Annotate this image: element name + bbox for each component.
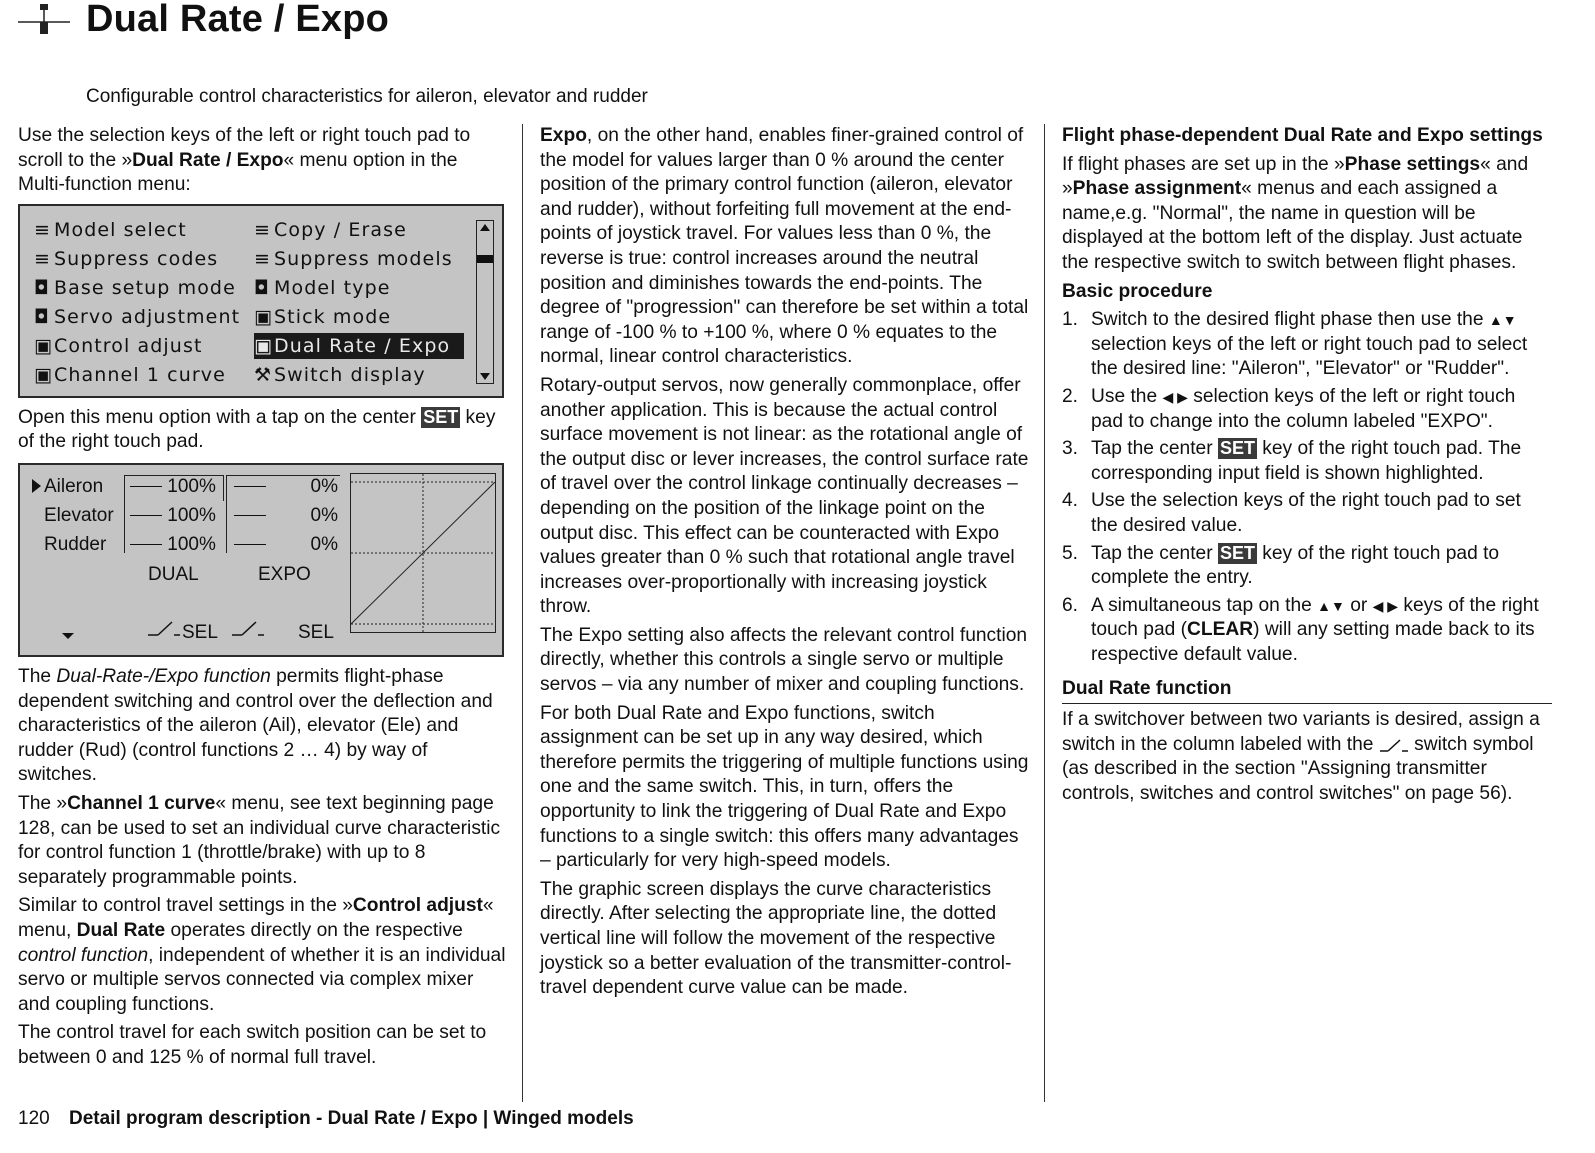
menu-item-control-adjust[interactable]: ▣Control adjust	[34, 334, 203, 358]
column-divider	[522, 124, 523, 1102]
list-item: 3. Tap the center SET key of the right touch pad. The corresponding input field is shown highlighted.	[1062, 438, 1522, 484]
section-heading: Flight phase-dependent Dual Rate and Expo settings	[1062, 125, 1543, 146]
list-icon: ≡	[254, 248, 272, 271]
paragraph: Open this menu option with a tap on the center SET key of the right touch pad.	[18, 406, 496, 453]
menu-item-suppress-codes[interactable]: ≡ Suppress codes	[34, 247, 219, 271]
curve-graph	[350, 473, 496, 633]
paragraph: If flight phases are set up in the »Phase settings« and »Phase assignment« menus and each assigned a name,e.g. "Normal", the name in question will be displayed at the bottom left of the display. Just actuate the respective switch to switch between flight phases.	[1062, 153, 1529, 273]
list-icon: ≡	[34, 219, 52, 242]
scroll-down-icon[interactable]	[480, 373, 490, 380]
set-key: SET	[1219, 542, 1255, 563]
menu-item-stick-mode[interactable]: ▣Stick mode	[254, 305, 392, 329]
dual-value-aileron[interactable]: 100%	[130, 475, 220, 499]
scroll-up-icon[interactable]	[480, 224, 490, 231]
list-item: 2. Use the ◀ ▶ selection keys of the left or right touch pad to change into the column labeled "EXPO".	[1062, 385, 1516, 432]
page-title: Dual Rate / Expo	[86, 0, 390, 40]
list-item: 5. Tap the center SET key of the right touch pad to complete the entry.	[1062, 542, 1500, 589]
column-2	[540, 124, 1032, 1005]
list-icon: ≡	[34, 248, 52, 271]
row-label-elevator[interactable]: Elevator	[44, 504, 114, 526]
list-item: 4. Use the selection keys of the right touch pad to set the desired value.	[1062, 490, 1521, 536]
control-stick-icon	[18, 4, 70, 38]
menu-item-model-select[interactable]: ≡ Model select	[34, 218, 187, 242]
dual-switch-sel[interactable]: SEL	[182, 621, 218, 643]
page-footer	[18, 1108, 634, 1130]
switch-icon: ⚒	[254, 364, 273, 387]
row-label-rudder[interactable]: Rudder	[44, 533, 107, 555]
scrollbar[interactable]	[476, 220, 494, 384]
frame-icon: ▣	[254, 335, 274, 358]
paragraph: Expo, on the other hand, enables finer-grained control of the model for values larger than 0 % around the center position of the primary control function (aileron, elevator and rudder), without forfeiting full movement at the end-points of joystick travel. For values less than 0 %, the reverse is true: control increases around the neutral position and diminishes towards the end-points. The degree of "progression" can therefore be set within a total range of -100 % to +100 %, where 0 % equates to the normal, linear control characteristics.	[540, 125, 1029, 368]
column-3	[1062, 124, 1552, 810]
paragraph: The Expo setting also affects the relevant control function directly, whether this controls a single servo or multiple servos – via any number of mixer and coupling functions.	[540, 624, 1028, 696]
row-label-aileron[interactable]: Aileron	[44, 475, 104, 497]
switch-symbol-icon[interactable]	[146, 619, 182, 637]
expo-value-aileron[interactable]: 0%	[234, 475, 338, 499]
paragraph: Use the selection keys of the left or right touch pad to scroll to the »Dual Rate / Expo« menu option in the Multi-function menu:	[18, 125, 471, 196]
frame-icon: ▣	[254, 306, 274, 329]
paragraph: Rotary-output servos, now generally commonplace, offer another application. This is because the actual control surface movement is not linear: as the rotational angle of the output disc or lever increases, the control surface rate of travel over the control linkage continually decreases – depending on the position of the linkage point on the output disc. This effect can be counteracted with Expo values greater than 0 % such that rotational angle travel increases over-proportionally with increasing joystick throw.	[540, 374, 1029, 618]
frame-icon: ▣	[34, 335, 54, 358]
set-key: SET	[1219, 438, 1255, 459]
paragraph: The Dual-Rate-/Expo function permits flight-phase dependent switching and control over the deflection and characteristics of the aileron (Ail), elevator (Ele) and rudder (Rud) (control functions 2 … 4) by way of switches.	[18, 665, 493, 786]
phase-down-icon[interactable]	[62, 633, 74, 639]
set-key: SET	[423, 406, 459, 427]
column-1	[18, 124, 508, 1074]
expo-value-rudder[interactable]: 0%	[234, 533, 338, 557]
menu-item-switch-display[interactable]: ⚒Switch display	[254, 363, 426, 387]
section-heading: Dual Rate function	[1062, 677, 1552, 704]
menu-item-copy-erase[interactable]: ≡ Copy / Erase	[254, 218, 407, 242]
model-icon: ◘	[34, 277, 51, 300]
column-separator	[124, 475, 125, 553]
menu-item-model-type[interactable]: ◘ Model type	[254, 276, 391, 300]
expo-switch-sel[interactable]: SEL	[298, 621, 334, 643]
scroll-thumb[interactable]	[477, 255, 493, 263]
menu-item-base-setup[interactable]: ◘ Base setup mode	[34, 276, 236, 300]
left-right-keys-icon: ◀ ▶	[1162, 388, 1188, 405]
paragraph: If a switchover between two variants is desired, assign a switch in the column labeled with the switch symbol (as described in the section "Assigning transmitter controls, switches and control switches" on page 56).	[1062, 709, 1540, 804]
paragraph: For both Dual Rate and Expo functions, switch assignment can be set up in any way desired, which therefore permits the triggering of multiple functions using one and the same switch. This, in turn, offers the opportunity to link the triggering of Dual Rate and Expo functions to a single switch: this offers many advantages – particularly for very high-speed models.	[540, 702, 1029, 872]
menu-item-suppress-models[interactable]: ≡ Suppress models	[254, 247, 453, 271]
page-subtitle: Configurable control characteristics for aileron, elevator and rudder	[86, 86, 648, 107]
menu-screen	[18, 204, 504, 398]
model-icon: ◘	[254, 277, 271, 300]
up-down-keys-icon: ▲▼	[1317, 597, 1345, 614]
dual-column-label: DUAL	[148, 563, 199, 585]
expo-column-label: EXPO	[258, 563, 311, 585]
list-item: 6. A simultaneous tap on the ▲▼ or ◀ ▶ keys of the right touch pad (CLEAR) will any setting made back to its respective default value.	[1062, 594, 1539, 665]
left-right-keys-icon: ◀ ▶	[1372, 597, 1399, 614]
switch-symbol-icon[interactable]	[230, 619, 266, 637]
paragraph: The control travel for each switch position can be set to between 0 and 125 % of normal full travel.	[18, 1022, 487, 1068]
footer-text: Detail program description - Dual Rate / Expo | Winged models	[68, 1108, 634, 1129]
menu-item-dual-rate-expo[interactable]: ▣Dual Rate / Expo	[254, 333, 464, 359]
paragraph: The graphic screen displays the curve characteristics directly. After selecting the appropriate line, the dotted vertical line will follow the movement of the respective joystick so a better evaluation of the transmitter-control-travel dependent curve value can be made.	[540, 878, 1012, 999]
switch-symbol-icon	[1379, 737, 1409, 753]
menu-item-servo-adjustment[interactable]: ◘ Servo adjustment	[34, 305, 241, 329]
list-icon: ≡	[254, 219, 272, 242]
paragraph: The »Channel 1 curve« menu, see text beginning page 128, can be used to set an individual curve characteristic for control function 1 (throttle/brake) with up to 8 separately programmable points.	[18, 792, 501, 888]
page-number: 120	[18, 1108, 50, 1129]
dual-value-rudder[interactable]: 100%	[130, 533, 220, 557]
frame-icon: ▣	[34, 364, 54, 387]
model-icon: ◘	[34, 306, 51, 329]
menu-item-channel-1-curve[interactable]: ▣Channel 1 curve	[34, 363, 226, 387]
dual-rate-expo-screen	[18, 463, 504, 657]
list-item: 1. Switch to the desired flight phase then use the ▲▼ selection keys of the left or right touch pad to select the desired line: "Aileron", "Elevator" or "Rudder".	[1062, 309, 1528, 380]
procedure-list	[1062, 308, 1552, 667]
dual-value-elevator[interactable]: 100%	[130, 504, 220, 528]
row-cursor-icon	[32, 479, 41, 493]
column-divider	[1044, 124, 1045, 1102]
up-down-keys-icon: ▲▼	[1488, 312, 1517, 329]
paragraph: Similar to control travel settings in the »Control adjust« menu, Dual Rate operates directly on the respective control function, independent of whether it is an individual servo or multiple servos connected via complex mixer and coupling functions.	[18, 895, 506, 1015]
expo-value-elevator[interactable]: 0%	[234, 504, 338, 528]
section-heading: Basic procedure	[1062, 280, 1213, 302]
column-separator	[226, 475, 227, 553]
